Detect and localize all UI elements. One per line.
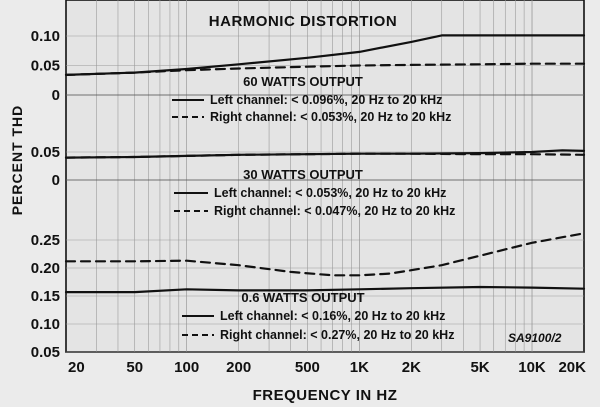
x-axis-label: FREQUENCY IN HZ	[252, 387, 398, 404]
x-tick-label: 10K	[518, 359, 546, 376]
y-tick-label: 0.05	[30, 57, 60, 75]
chart-title: HARMONIC DISTORTION	[208, 13, 398, 30]
x-tick-label: 5K	[470, 359, 490, 376]
y-tick-label: 0.15	[30, 288, 60, 305]
y-tick-label: 0.10	[30, 316, 60, 333]
y-tick-label: 0.05	[30, 344, 60, 361]
panel-title: 30 WATTS OUTPUT	[243, 167, 363, 182]
x-tick-label: 500	[294, 359, 320, 376]
legend-entry: Right channel: < 0.053%, 20 Hz to 20 kHz	[210, 110, 452, 124]
legend-entry: Left channel: < 0.053%, 20 Hz to 20 kHz	[214, 186, 447, 200]
panel-title: 0.6 WATTS OUTPUT	[241, 290, 365, 305]
panel-title: 60 WATTS OUTPUT	[243, 74, 363, 89]
x-ticks	[68, 359, 586, 376]
legend-entry: Left channel: < 0.096%, 20 Hz to 20 kHz	[210, 93, 443, 107]
y-axis-label: PERCENT THD	[9, 104, 25, 216]
legend-entry: Left channel: < 0.16%, 20 Hz to 20 kHz	[220, 309, 446, 323]
y-tick-label: 0.10	[30, 28, 60, 45]
y-tick-label: 0.20	[30, 260, 60, 277]
x-tick-label: 100	[174, 359, 200, 376]
x-tick-label: 50	[126, 359, 144, 376]
y-ticks	[31, 28, 60, 361]
y-tick-label: 0	[51, 87, 60, 104]
legend-entry: Right channel: < 0.27%, 20 Hz to 20 kHz	[220, 328, 455, 342]
y-tick-label: 0	[51, 172, 60, 189]
x-tick-label: 200	[226, 359, 252, 376]
legend-entry: Right channel: < 0.047%, 20 Hz to 20 kHz	[214, 204, 456, 218]
x-tick-label: 20	[68, 359, 85, 376]
y-tick-label: 0.25	[30, 232, 60, 249]
y-tick-label: 0.05	[30, 144, 60, 161]
figure-code: SA9100/2	[508, 331, 562, 345]
x-tick-label: 1K	[349, 359, 369, 376]
x-tick-label: 20K	[558, 359, 586, 376]
x-tick-label: 2K	[401, 359, 421, 376]
